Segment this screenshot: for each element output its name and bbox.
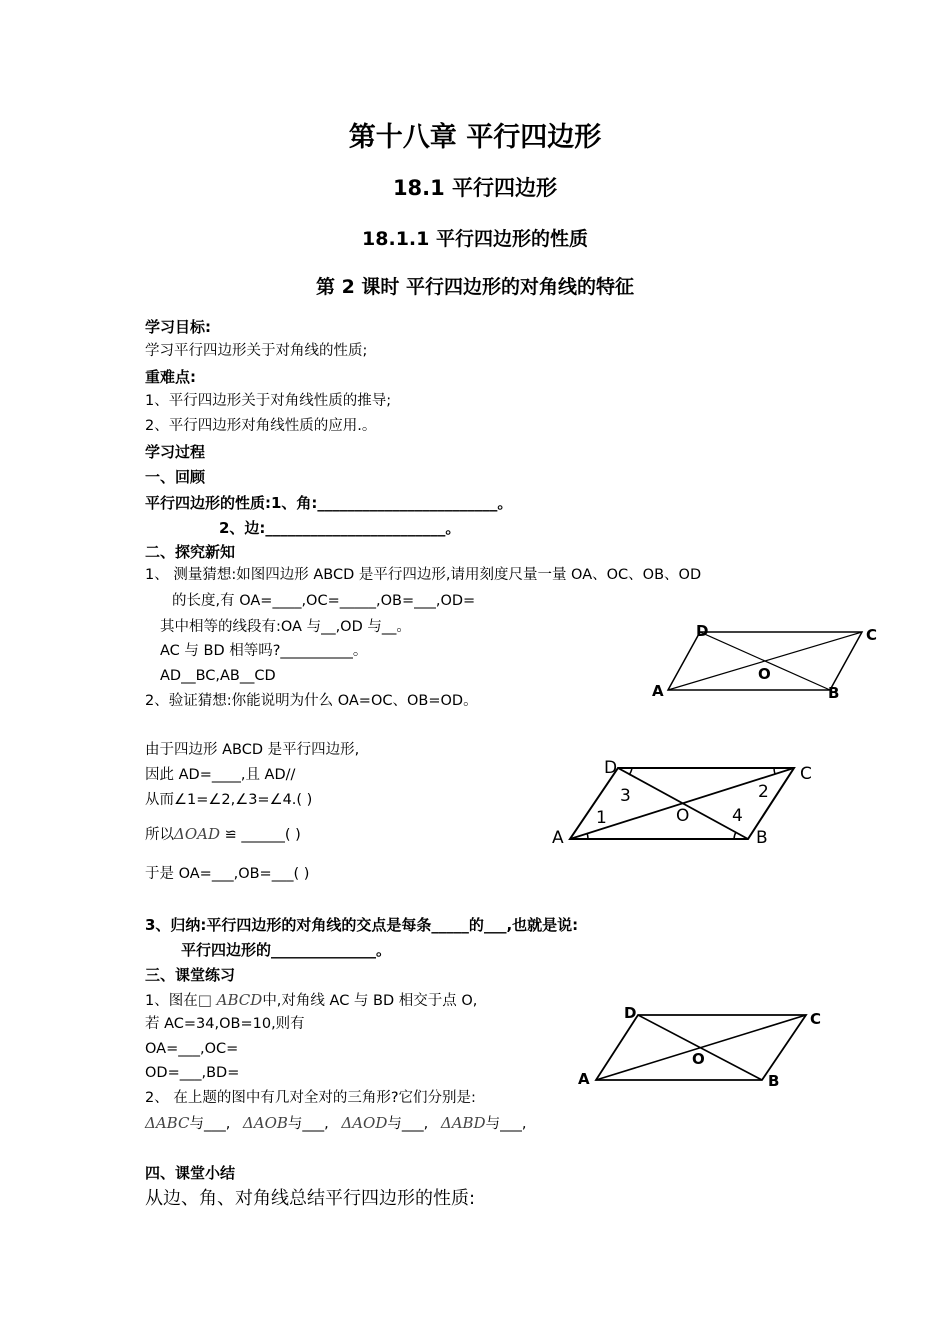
proof-line-4 [145,825,301,844]
practice-1-line-2: 若 AC=34,OB=10,则有 [145,1016,305,1032]
proof-line-4-prefix: 所以 [145,827,174,843]
review-line-2: 2、边:________________________。 [219,519,461,537]
wrapup-heading: 四、课堂小结 [145,1164,236,1182]
triangle-abd-text: 与___, [485,1116,527,1132]
fig2-label-a: A [552,828,564,848]
fig3-label-d: D [624,1004,637,1022]
chapter-title: 第十八章 平行四边形 [348,122,602,153]
triangle-aob-text: 与___, [287,1116,329,1132]
figure-parallelogram-2 [548,755,828,855]
fig3-label-c: C [810,1010,822,1028]
q1-line-1: 1、 测量猜想:如图四边形 ABCD 是平行四边形,请用刻度尺量一量 OA、OC、OB、OD [145,567,702,583]
summary-line-2: 平行四边形的______________。 [181,941,392,959]
proof-line-1: 由于四边形 ABCD 是平行四边形, [145,742,360,758]
triangle-aod-text: 与___, [387,1116,429,1132]
q1-line-3: 其中相等的线段有:OA 与__,OD 与__。 [160,619,411,635]
fig2-diagonal-bd [618,768,748,839]
figure-parallelogram-1 [640,620,880,710]
practice-1-line-1-a: 1、图在 [145,993,198,1009]
proof-line-2: 因此 AD=____,且 AD// [145,767,296,783]
proof-line-4-suffix: ≌ ______( ) [224,827,301,843]
triangle-aob-math: ΔAOB [242,1114,288,1132]
q1-line-2: 的长度,有 OA=____,OC=_____,OB=___,OD= [172,593,476,609]
fig1-label-o: O [758,665,771,683]
review-line-1: 平行四边形的性质:1、角:________________________。 [145,494,513,512]
triangle-abc-text: 与___, [189,1116,231,1132]
lesson-title: 第 2 课时 平行四边形的对角线的特征 [315,276,635,298]
practice-1-line-1 [145,991,477,1010]
practice-1-line-4: OD=___,BD= [145,1065,240,1081]
fig1-label-d: D [696,622,709,640]
figure-parallelogram-3 [574,1000,834,1096]
fig1-label-a: A [652,682,664,700]
fig2-angle-4: 4 [732,806,743,826]
fig2-label-o: O [676,806,690,826]
practice-1-line-1-b: 中,对角线 AC 与 BD 相交于点 O, [262,993,478,1009]
fig3-label-o: O [692,1050,705,1068]
q2-line: 2、验证猜想:你能说明为什么 OA=OC、OB=OD。 [145,693,478,709]
practice-2-line: 2、 在上题的图中有几对全对的三角形?它们分别是: [145,1090,476,1106]
wrapup-text: 从边、角、对角线总结平行四边形的性质: [145,1188,476,1209]
practice-heading: 三、课堂练习 [145,966,236,984]
triangle-pairs-line [145,1114,526,1133]
explore-heading: 二、探究新知 [145,543,236,561]
fig1-label-c: C [866,626,878,644]
fig2-angle-4-arc [734,832,736,839]
fig3-label-b: B [768,1072,780,1090]
fig2-angle-2: 2 [758,782,769,802]
fig3-label-a: A [578,1070,590,1088]
summary-line-1: 3、归纳:平行四边形的对角线的交点是每条_____的___,也就是说: [145,916,579,934]
process-heading: 学习过程 [145,443,206,461]
triangle-abd-math: ΔABD [440,1114,486,1132]
fig2-label-c: C [800,764,812,784]
fig3-diagonal-bd [638,1015,762,1080]
practice-1-line-3: OA=___,OC= [145,1041,239,1057]
key-point-2: 2、平行四边形对角线性质的应用.。 [145,418,377,434]
proof-line-4-math: ΔOAD [174,825,220,843]
fig2-angle-3-arc [629,768,632,775]
objectives-text: 学习平行四边形关于对角线的性质; [145,343,368,359]
section-title: 18.1 平行四边形 [392,176,558,200]
triangle-aod-math: ΔAOD [341,1114,388,1132]
review-heading: 一、回顾 [145,468,206,486]
q1-line-5: AD__BC,AB__CD [160,668,276,684]
proof-line-5: 于是 OA=___,OB=___( ) [145,866,310,882]
fig2-label-d: D [604,758,618,778]
key-points-heading: 重难点: [145,368,196,386]
fig2-angle-3: 3 [620,786,631,806]
practice-1-parallelogram-math: □ ABCD [197,991,263,1009]
fig2-angle-1: 1 [596,808,607,828]
triangle-abc-math: ΔABC [145,1114,190,1132]
fig1-label-b: B [828,684,840,702]
objectives-heading: 学习目标: [145,318,211,336]
key-point-1: 1、平行四边形关于对角线性质的推导; [145,393,392,409]
proof-line-3: 从而∠1=∠2,∠3=∠4.( ) [145,792,313,808]
q1-line-4: AC 与 BD 相等吗?__________。 [160,643,368,659]
fig2-label-b: B [756,828,768,848]
subsection-title: 18.1.1 平行四边形的性质 [362,228,588,250]
